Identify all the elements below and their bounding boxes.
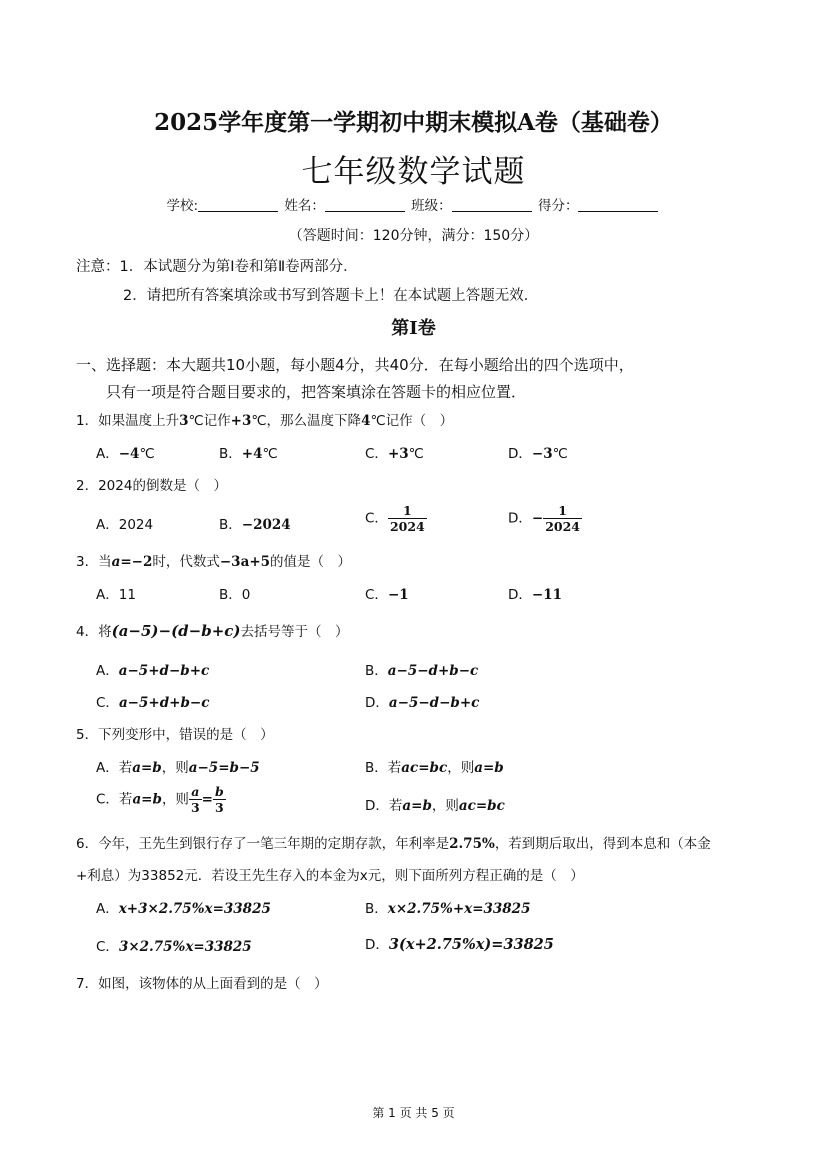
q1-math-c: 4 xyxy=(361,413,371,429)
q5-option-a[interactable]: A．若a=b，则a−5=b−5 xyxy=(96,760,260,776)
field-name-label: 姓名： xyxy=(284,198,325,214)
question-7-stem: 7．如图，该物体的从上面看到的是（ ） xyxy=(76,976,328,992)
field-school-blank[interactable] xyxy=(198,197,278,212)
q6-option-a[interactable]: A．x+3×2.75%x=33825 xyxy=(96,901,271,917)
note-line-1 xyxy=(76,255,358,276)
q5-c-fraction-right: $\frac{b}{3}$ xyxy=(214,784,224,815)
q4-option-a[interactable]: A．a−5+d−b+c xyxy=(96,663,210,679)
q5-c-fraction-left: $\frac{a}{3}$ xyxy=(190,784,200,815)
part-heading-line-1: 一、选择题：本大题共10小题，每小题4分，共40分．在每小题给出的四个选项中， xyxy=(76,356,634,374)
q3-option-c[interactable]: C．−1 xyxy=(365,587,409,603)
q1-text-d: ℃记作（ ） xyxy=(370,413,454,429)
question-2-stem: 2．2024的倒数是（ ） xyxy=(76,478,227,494)
exam-title: 2025学年度第一学期初中期末模拟A卷（基础卷） xyxy=(154,109,673,136)
q4-option-b[interactable]: B．a−5−d+b−c xyxy=(365,663,479,679)
q1-option-d[interactable]: D．−3℃ xyxy=(508,446,568,462)
question-6-stem-line-2: +利息）为33852元．若设王先生存入的本金为x元，则下面所列方程正确的是（ ） xyxy=(76,868,584,884)
q6-option-c[interactable]: C．3×2.75%x=33825 xyxy=(96,939,252,955)
field-school-label: 学校: xyxy=(166,198,199,214)
q1-text-c: ℃，那么温度下降 xyxy=(251,413,362,429)
exam-subtitle: 七年级数学试题 xyxy=(301,154,526,190)
question-3-stem: 3．当a=−2时，代数式−3a+5的值是（ ） xyxy=(76,554,352,570)
field-class-blank[interactable] xyxy=(452,197,532,212)
question-1-stem xyxy=(76,409,453,429)
q1-text-a: 1．如果温度上升 xyxy=(76,413,180,429)
question-5-stem: 5．下列变形中，错误的是（ ） xyxy=(76,727,274,743)
q6-option-d[interactable]: D．3(x+2.75%x)=33825 xyxy=(365,936,554,953)
q4-option-c[interactable]: C．a−5+d+b−c xyxy=(96,695,210,711)
part-heading-line-2: 只有一项是符合题目要求的，把答案填涂在答题卡的相应位置． xyxy=(106,383,527,401)
note-label: 注意： xyxy=(76,259,120,275)
q1-math-a: 3 xyxy=(179,413,189,429)
q3-option-d[interactable]: D．−11 xyxy=(508,587,563,603)
q5-option-d[interactable]: D．若a=b，则ac=bc xyxy=(365,798,505,814)
q3-option-a[interactable]: A．11 xyxy=(96,587,136,603)
q5-option-b[interactable]: B．若ac=bc，则a=b xyxy=(365,760,504,776)
field-score-blank[interactable] xyxy=(578,197,658,212)
field-class-label: 班级： xyxy=(411,198,452,214)
q2-option-a[interactable]: A．2024 xyxy=(96,517,154,533)
q2-option-c[interactable]: C． $\frac{1}{2024}$ xyxy=(365,503,425,534)
q2-c-fraction: $\frac{1}{2024}$ xyxy=(389,503,425,534)
section-title: 第Ⅰ卷 xyxy=(391,318,436,339)
field-score-label: 得分： xyxy=(537,198,579,214)
q3-option-b[interactable]: B．0 xyxy=(219,587,251,603)
q4-option-d[interactable]: D．a−5−d−b+c xyxy=(365,695,480,711)
q1-text-b: ℃记作 xyxy=(188,413,231,429)
exam-time: （答题时间：120分钟，满分：150分） xyxy=(288,228,539,244)
note-item-2: 2．请把所有答案填涂或书写到答题卡上！在本试题上答题无效． xyxy=(123,288,539,304)
field-name-blank[interactable] xyxy=(325,197,405,212)
question-6-stem-line-1: 6．今年，王先生到银行存了一笔三年期的定期存款，年利率是2.75%，若到期后取出，得到本息和（本金 xyxy=(76,836,711,852)
note-item-1: 1．本试题分为第Ⅰ卷和第Ⅱ卷两部分． xyxy=(119,259,358,275)
q6-option-b[interactable]: B．x×2.75%+x=33825 xyxy=(365,901,531,917)
q2-option-b[interactable]: B．−2024 xyxy=(219,517,291,533)
page-footer: 第 1 页 共 5 页 xyxy=(372,1106,455,1120)
q1-option-b[interactable]: B．+4℃ xyxy=(219,446,278,462)
q1-option-a[interactable]: A．−4℃ xyxy=(96,446,155,462)
question-4-stem: 4．将(a−5)−(d−b+c)去括号等于（ ） xyxy=(76,622,349,640)
q2-option-d[interactable]: D．− $\frac{1}{2024}$ xyxy=(508,503,581,534)
q1-math-b: +3 xyxy=(230,413,252,429)
q2-d-fraction: $\frac{1}{2024}$ xyxy=(545,503,581,534)
info-fields xyxy=(0,194,827,214)
q1-option-c[interactable]: C．+3℃ xyxy=(365,446,424,462)
q5-option-c[interactable]: C．若a=b，则 $\frac{a}{3}$ = $\frac{b}{3}$ xyxy=(96,784,224,815)
